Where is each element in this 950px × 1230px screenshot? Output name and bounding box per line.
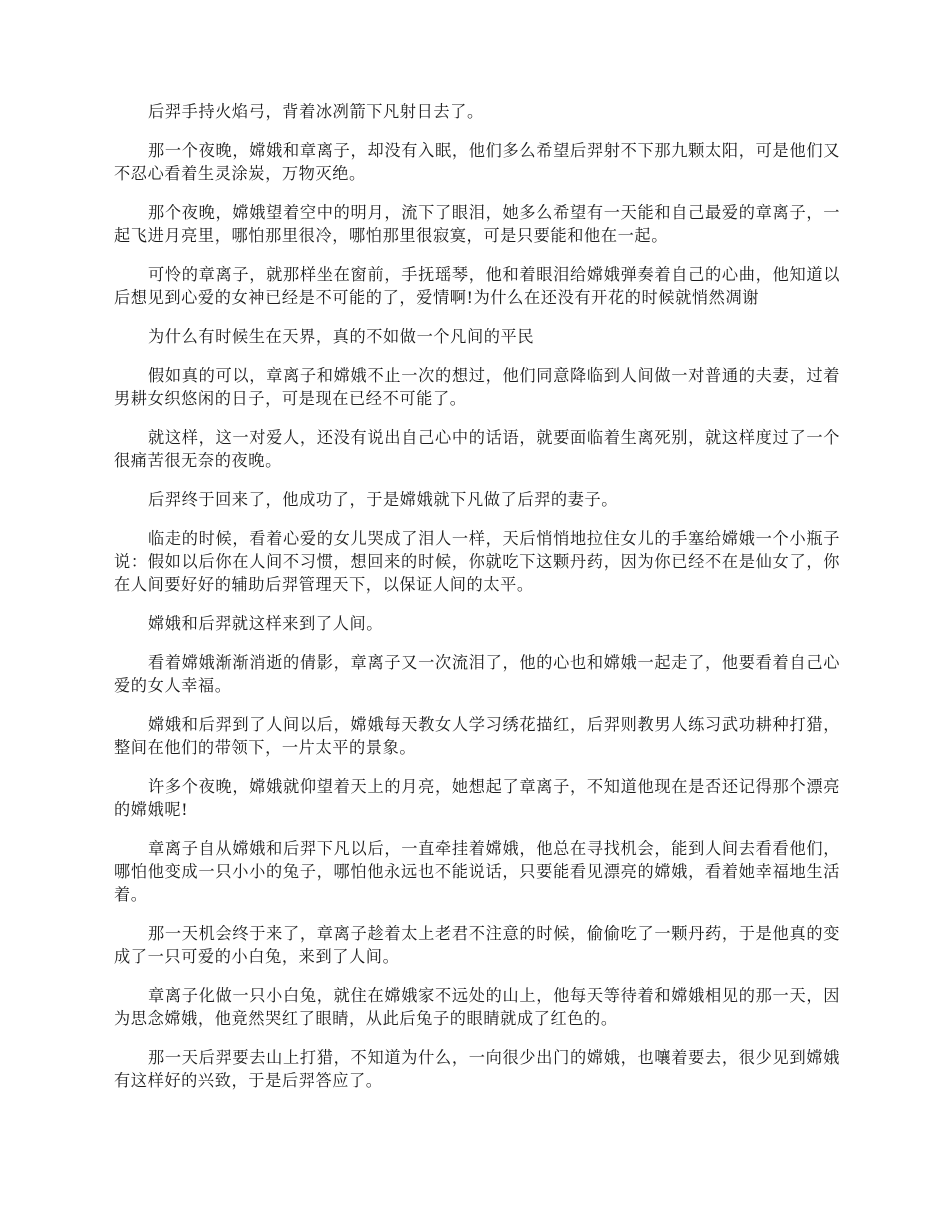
paragraph: 章离子化做一只小白兔，就住在嫦娥家不远处的山上，他每天等待着和嫦娥相见的那一天，因为思念嫦娥，他竟然哭红了眼睛，从此后兔子的眼睛就成了红色的。 [114,986,840,1028]
paragraph: 可怜的章离子，就那样坐在窗前，手抚瑶琴，他和着眼泪给嫦娥弹奏着自己的心曲，他知道以后想见到心爱的女神已经是不可能的了，爱情啊!为什么在还没有开花的时候就悄然凋谢 [114,265,840,307]
paragraph: 章离子自从嫦娥和后羿下凡以后，一直牵挂着嫦娥，他总在寻找机会，能到人间去看看他们，哪怕他变成一只小小的兔子，哪怕他永远也不能说话，只要能看见漂亮的嫦娥，看着她幸福地生活着。 [114,839,840,904]
paragraph: 看着嫦娥渐渐消逝的倩影，章离子又一次流泪了，他的心也和嫦娥一起走了，他要看着自己心爱的女人幸福。 [114,653,840,695]
paragraph: 就这样，这一对爱人，还没有说出自己心中的话语，就要面临着生离死别，就这样度过了一个很痛苦很无奈的夜晚。 [114,428,840,470]
paragraph: 后羿终于回来了，他成功了，于是嫦娥就下凡做了后羿的妻子。 [148,490,619,509]
paragraph: 那一天机会终于来了，章离子趁着太上老君不注意的时候，偷偷吃了一颗丹药，于是他真的变成了一只可爱的小白兔，来到了人间。 [114,924,840,966]
paragraph: 那一个夜晚，嫦娥和章离子，却没有入眠，他们多么希望后羿射不下那九颗太阳，可是他们又不忍心看着生灵涂炭，万物灭绝。 [114,141,840,183]
paragraph: 那个夜晚，嫦娥望着空中的明月，流下了眼泪，她多么希望有一天能和自己最爱的章离子，一起飞进月亮里，哪怕那里很冷，哪怕那里很寂寞，可是只要能和他在一起。 [114,203,840,245]
document-body [114,100,840,1108]
paragraph: 嫦娥和后羿到了人间以后，嫦娥每天教女人学习绣花描红，后羿则教男人练习武功耕种打猎，整间在他们的带领下，一片太平的景象。 [114,715,840,757]
paragraph: 假如真的可以，章离子和嫦娥不止一次的想过，他们同意降临到人间做一对普通的夫妻，过着男耕女织悠闲的日子，可是现在已经不可能了。 [114,366,840,408]
paragraph: 为什么有时候生在天界，真的不如做一个凡间的平民 [148,327,535,346]
paragraph: 许多个夜晚，嫦娥就仰望着天上的月亮，她想起了章离子，不知道他现在是否还记得那个漂亮的嫦娥呢! [114,777,840,819]
paragraph: 那一天后羿要去山上打猎，不知道为什么，一向很少出门的嫦娥，也嚷着要去，很少见到嫦娥有这样好的兴致，于是后羿答应了。 [114,1048,840,1090]
paragraph: 后羿手持火焰弓，背着冰冽箭下凡射日去了。 [148,102,484,121]
paragraph: 临走的时候，看着心爱的女儿哭成了泪人一样，天后悄悄地拉住女儿的手塞给嫦娥一个小瓶子说：假如以后你在人间不习惯，想回来的时候，你就吃下这颗丹药，因为你已经不在是仙女了，你在人间要好好的辅助后羿管理天下，以保证人间的太平。 [114,529,840,594]
paragraph: 嫦娥和后羿就这样来到了人间。 [148,614,384,633]
